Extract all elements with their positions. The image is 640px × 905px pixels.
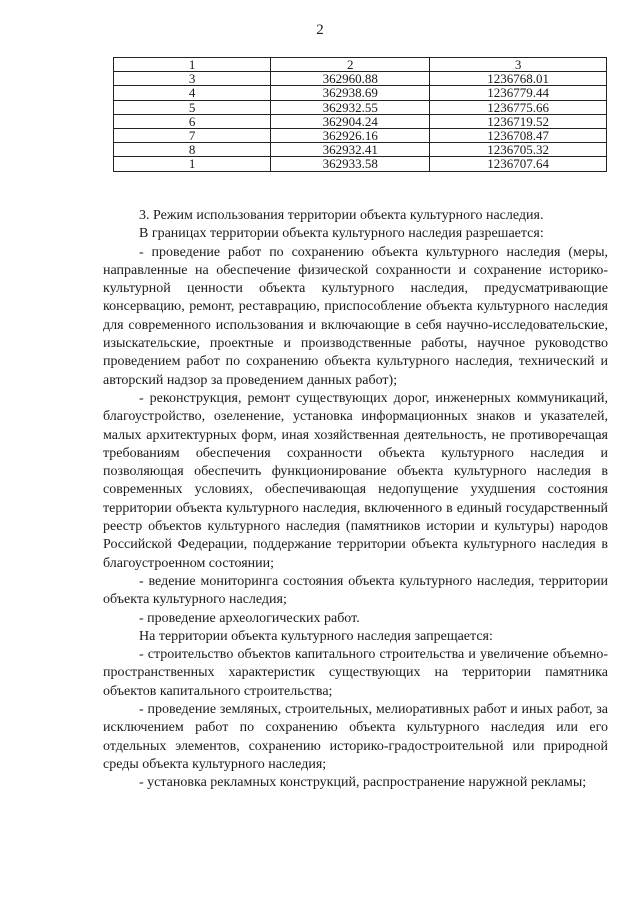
header-cell-3: 3 — [430, 58, 607, 72]
section-heading: 3. Режим использования территории объекта культурного наследия. — [139, 208, 544, 223]
permitted-intro: В границах территории объекта культурного наследия разрешается: — [139, 226, 544, 242]
point-number-cell: 7 — [114, 128, 271, 142]
y-coordinate-cell: 1236779.44 — [430, 86, 607, 100]
point-number-cell: 8 — [114, 143, 271, 157]
x-coordinate-cell: 362960.88 — [271, 72, 430, 86]
prohibited-item-advertising: - установка рекламных конструкций, распространение наружной рекламы; — [139, 775, 587, 791]
y-coordinate-cell: 1236705.32 — [430, 143, 607, 157]
header-cell-2: 2 — [271, 58, 430, 72]
prohibited-intro: На территории объекта культурного наследия запрещается: — [139, 628, 493, 644]
point-number-cell: 3 — [114, 72, 271, 86]
x-coordinate-cell: 362932.41 — [271, 143, 430, 157]
point-number-cell: 4 — [114, 86, 271, 100]
table-row — [114, 157, 607, 171]
x-coordinate-cell: 362904.24 — [271, 114, 430, 128]
table-row — [114, 114, 607, 128]
permitted-item-archaeology: - проведение археологических работ. — [139, 610, 360, 626]
point-number-cell: 5 — [114, 100, 271, 114]
table-header-row — [114, 58, 607, 72]
x-coordinate-cell: 362926.16 — [271, 128, 430, 142]
permitted-item-reconstruction: - реконструкция, ремонт существующих дорог, инженерных коммуникаций, благоустройство, озеленение, установка информационных знаков и указателей, малых архитектурных форм, иная хозяйственная деятельность, не противоречащая требованиям обеспечения сохранности объекта культурного наследия и позволяющая обеспечить функционирование объекта культурного наследия в современных условиях, обеспечивающая недопущение ухудшения состояния территории объекта культурного наследия, включенного в единый государственный реестр объектов культурного наследия (памятников истории и культуры) народов Российской Федерации, поддержание территории объекта культурного наследия в благоустроенном состоянии; — [103, 390, 608, 571]
y-coordinate-cell: 1236719.52 — [430, 114, 607, 128]
document-body — [103, 207, 608, 793]
prohibited-item-earthworks: - проведение земляных, строительных, мелиоративных работ и иных работ, за исключением работ по сохранению объекта культурного наследия или его отдельных элементов, сохранению историко-градостроительной или природной среды объекта культурного наследия; — [103, 702, 608, 772]
y-coordinate-cell: 1236707.64 — [430, 157, 607, 171]
table-row — [114, 143, 607, 157]
page-number: 2 — [316, 22, 324, 38]
point-number-cell: 6 — [114, 114, 271, 128]
x-coordinate-cell: 362932.55 — [271, 100, 430, 114]
y-coordinate-cell: 1236775.66 — [430, 100, 607, 114]
coordinates-table — [113, 57, 607, 172]
table-row — [114, 128, 607, 142]
table-row — [114, 86, 607, 100]
y-coordinate-cell: 1236708.47 — [430, 128, 607, 142]
permitted-item-preservation: - проведение работ по сохранению объекта культурного наследия (меры, направленные на обеспечение физической сохранности и сохранение историко-культурной ценности объекта культурного наследия, предусматривающие консервацию, ремонт, реставрацию, приспособление объекта культурного наследия для современного использования и включающие в себя научно-исследовательские, изыскательские, проектные и производственные работы, научное руководство проведением работ по сохранению объекта культурного наследия, технический и авторский надзор за проведением данных работ); — [103, 244, 608, 388]
x-coordinate-cell: 362933.58 — [271, 157, 430, 171]
table-row — [114, 100, 607, 114]
permitted-item-monitoring: - ведение мониторинга состояния объекта культурного наследия, территории объекта культурного наследия; — [103, 573, 608, 608]
y-coordinate-cell: 1236768.01 — [430, 72, 607, 86]
x-coordinate-cell: 362938.69 — [271, 86, 430, 100]
prohibited-item-construction: - строительство объектов капитального строительства и увеличение объемно-пространственных характеристик существующих на территории памятника объектов капитального строительства; — [103, 647, 608, 699]
header-cell-1: 1 — [114, 58, 271, 72]
point-number-cell: 1 — [114, 157, 271, 171]
table-row — [114, 72, 607, 86]
